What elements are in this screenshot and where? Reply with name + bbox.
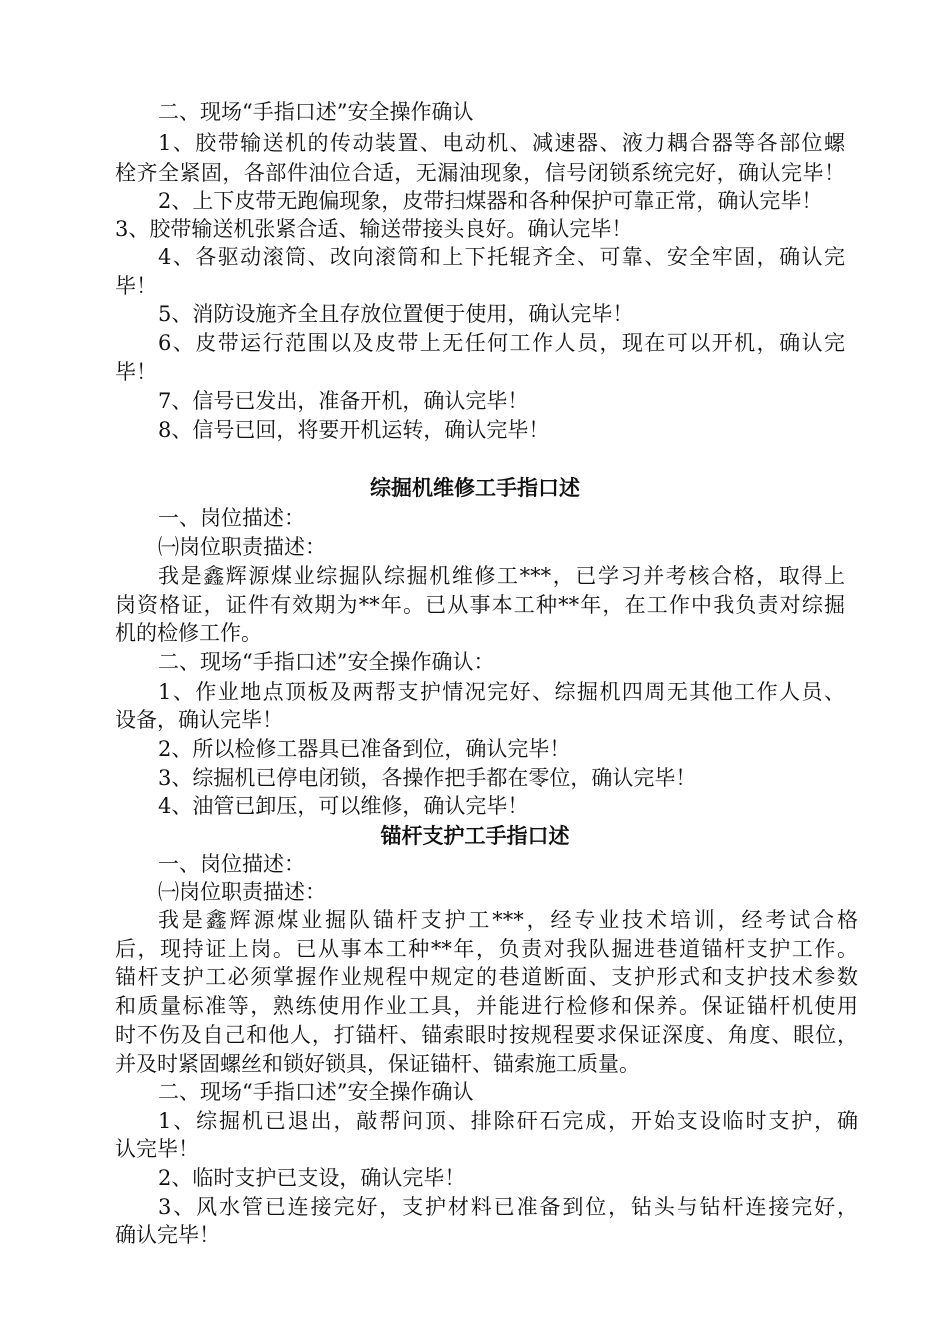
paragraph-line: 1、作业地点顶板及两帮支护情况完好、综掘机四周无其他工作人员、 [158,680,845,704]
paragraph-line: 认完毕！ [115,1137,199,1161]
paragraph-line: 4、油管已卸压，可以维修，确认完毕！ [158,794,529,818]
paragraph-line: 毕！ [115,274,157,298]
paragraph-line: 3、综掘机已停电闭锁，各操作把手都在零位，确认完毕！ [158,766,697,790]
paragraph-line: 2、所以检修工器具已准备到位，确认完毕！ [158,737,571,761]
paragraph-line: 栓齐全紧固，各部件油位合适，无漏油现象，信号闭锁系统完好，确认完毕！ [115,161,845,185]
paragraph-line: 一、岗位描述： [158,852,305,876]
paragraph-line: 2、上下皮带无跑偏现象，皮带扫煤器和各种保护可靠正常，确认完毕！ [158,189,823,213]
section-title: 综掘机维修工手指口述 [370,475,580,500]
paragraph-line: 1、综掘机已退出，敲帮问顶、排除矸石完成，开始支设临时支护，确 [158,1109,858,1133]
paragraph-line: 并及时紧固螺丝和锁好锁具，保证锚杆、锚索施工质量。 [115,1052,640,1076]
paragraph-line: 时不伤及自己和他人，打锚杆、锚索眼时按规程要求保证深度、角度、眼位， [115,1023,858,1047]
section-title: 锚杆支护工手指口述 [380,823,570,848]
paragraph-line: 7、信号已发出，准备开机，确认完毕！ [158,389,529,413]
paragraph-line: 3、风水管已连接完好，支护材料已准备到位，钻头与钻杆连接完好， [158,1195,858,1219]
section-heading: 二、现场“手指口述”安全操作确认 [158,100,474,124]
paragraph-line: 岗资格证，证件有效期为**年。已从事本工种**年，在工作中我负责对综掘 [115,593,845,617]
paragraph-line: 设备，确认完毕！ [115,708,283,732]
paragraph-line: 后，现持证上岗。已从事本工种**年，负责对我队掘进巷道锚杆支护工作。 [115,937,858,961]
paragraph-line: 毕！ [115,360,157,384]
paragraph-line: 4、各驱动滚筒、改向滚筒和上下托辊齐全、可靠、安全牢固，确认完 [158,245,845,269]
paragraph-line: 我是鑫辉源煤业综掘队综掘机维修工***，已学习并考核合格，取得上 [158,564,845,588]
paragraph-line: 1、胶带输送机的传动装置、电动机、减速器、液力耦合器等各部位螺 [158,131,845,155]
paragraph-line: 2、临时支护已支设，确认完毕！ [158,1166,466,1190]
paragraph-line: 确认完毕！ [115,1223,220,1247]
paragraph-line: 我是鑫辉源煤业掘队锚杆支护工***，经专业技术培训，经考试合格 [158,908,858,932]
paragraph-line: 和质量标准等，熟练使用作业工具，并能进行检修和保养。保证锚杆机使用 [115,994,858,1018]
paragraph-line: 3、胶带输送机张紧合适、输送带接头良好。确认完毕！ [115,217,633,241]
section-heading: 二、现场“手指口述”安全操作确认 [158,1080,474,1104]
paragraph-line: ㈠岗位职责描述： [158,535,326,559]
paragraph-line: 8、信号已回，将要开机运转，确认完毕！ [158,418,550,442]
paragraph-line: ㈠岗位职责描述： [158,880,326,904]
paragraph-line: 5、消防设施齐全且存放位置便于使用，确认完毕！ [158,302,634,326]
paragraph-line: 锚杆支护工必须掌握作业规程中规定的巷道断面、支护形式和支护技术参数 [115,965,858,989]
paragraph-line: 一、岗位描述： [158,506,305,530]
paragraph-line: 6、皮带运行范围以及皮带上无任何工作人员，现在可以开机，确认完 [158,331,845,355]
section-heading: 二、现场“手指口述”安全操作确认： [158,650,495,674]
paragraph-line: 机的检修工作。 [115,621,262,645]
